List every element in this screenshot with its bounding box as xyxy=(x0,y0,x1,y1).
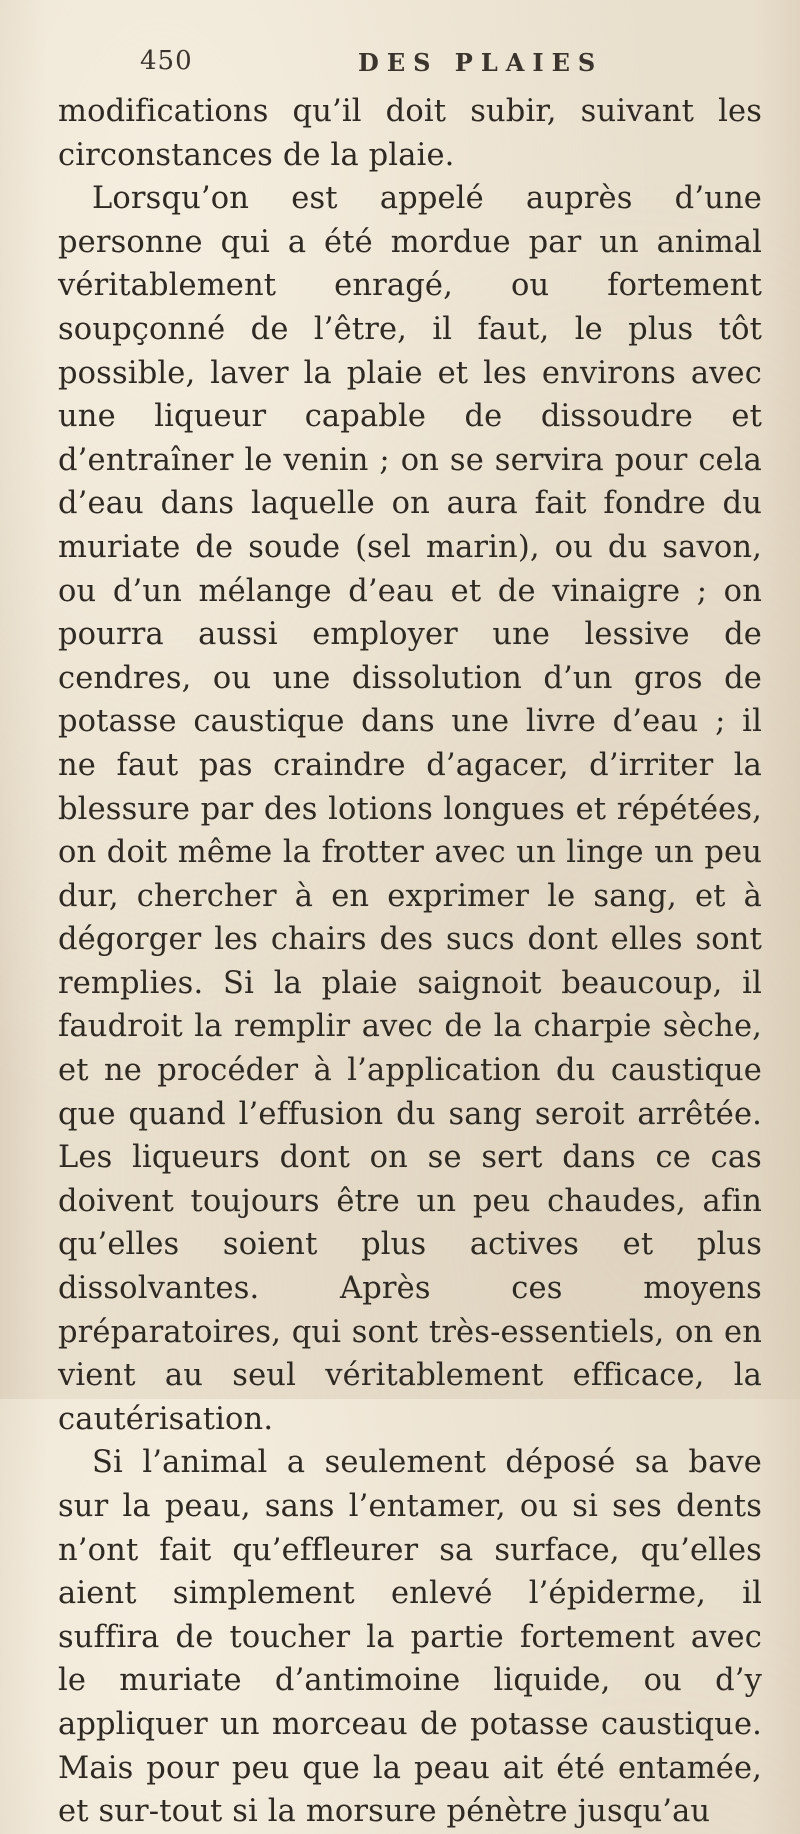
paragraph-3: Si l’animal a seulement déposé sa bave sur la peau, sans l’entamer, ou si ses dents n’ont fait qu’effleurer sa surface, qu’elles aient simplement enlevé l’épiderme, il suffira de toucher la partie fortement avec le muriate d’antimoine liquide, ou d’y appliquer un morceau de potasse caustique. Mais pour peu que la peau ait été entamée, et sur-tout si la morsure pénètre jusqu’au xyxy=(58,1445,762,1830)
running-head-title: DES PLAIES xyxy=(358,48,604,77)
body-text xyxy=(58,90,762,1834)
paragraph-1: modifications qu’il doit subir, suivant les circonstances de la plaie. xyxy=(58,94,762,173)
paragraph-2: Lorsqu’on est appelé auprès d’une personne qui a été mordue par un animal véritablement enragé, ou fortement soupçonné de l’être, il faut, le plus tôt possible, laver la plaie et les environs avec une liqueur capable de dissoudre et d’entraîner le venin ; on se servira pour cela d’eau dans laquelle on aura fait fondre du muriate de soude (sel marin), ou du savon, ou d’un mélange d’eau et de vinaigre ; on pourra aussi employer une lessive de cendres, ou une dissolution d’un gros de potasse caustique dans une livre d’eau ; il ne faut pas craindre d’agacer, d’irriter la blessure par des lotions longues et répétées, on doit même la frotter avec un linge un peu dur, chercher à en exprimer le sang, et à dégorger les chairs des sucs dont elles sont remplies. Si la plaie saignoit beaucoup, il faudroit la remplir avec de la charpie sèche, et ne procéder à l’application du caustique que quand l’effusion du sang seroit arrêtée. Les liqueurs dont on se sert dans ce cas doivent toujours être un peu chaudes, afin qu’elles soient plus actives et plus dissolvantes. Après ces moyens préparatoires, qui sont très-essentiels, on en vient au seul véritablement efficace, la cautérisation. xyxy=(58,181,762,1437)
page-number: 450 xyxy=(140,46,193,76)
running-head xyxy=(58,44,762,84)
